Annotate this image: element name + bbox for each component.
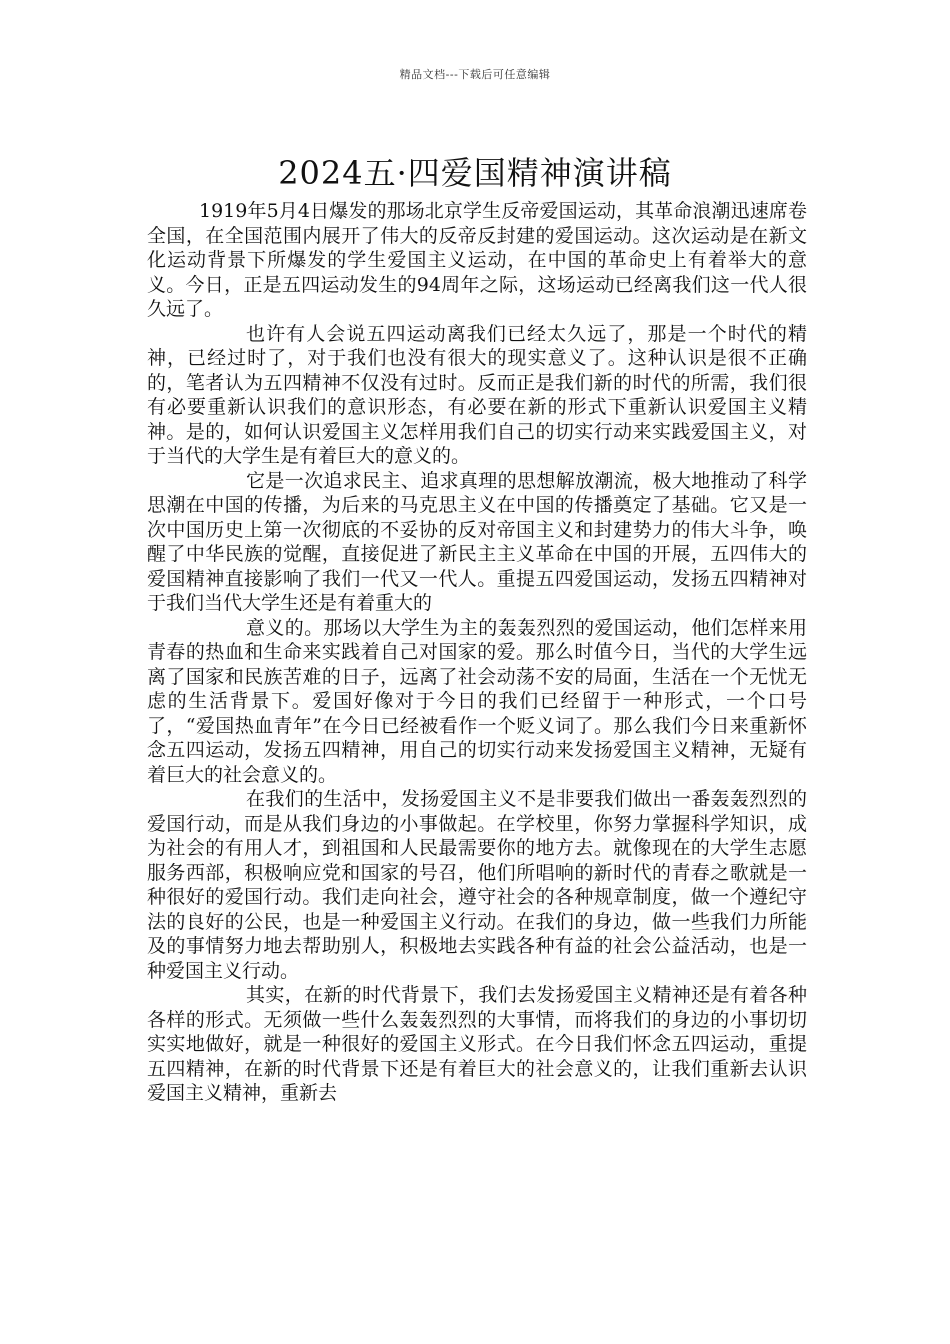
document-title: 2024五·四爱国精神演讲稿 bbox=[278, 154, 672, 193]
paragraph-6: 其实，在新的时代背景下，我们去发扬爱国主义精神还是有着各种各样的形式。无须做一些什么轰轰烈烈的大事情，而将我们的身边的小事切切实实地做好，就是一种很好的爱国主义形式。在今日我们怀念五四运动，重提五四精神，在新的时代背景下还是有着巨大的社会意义的，让我们重新去认识爱国主义精神，重新去 bbox=[147, 984, 807, 1104]
page-header: 精品文档---下载后可任意编辑 bbox=[399, 68, 551, 81]
paragraph-2: 也许有人会说五四运动离我们已经太久远了，那是一个时代的精神，已经过时了，对于我们也没有很大的现实意义了。这种认识是很不正确的，笔者认为五四精神不仅没有过时。反而正是我们新的时代的所需，我们很有必要重新认识我们的意识形态，有必要在新的形式下重新认识爱国主义精神。是的，如何认识爱国主义怎样用我们自己的切实行动来实践爱国主义，对于当代的大学生是有着巨大的意义的。 bbox=[147, 322, 807, 467]
document-body bbox=[147, 199, 807, 1106]
paragraph-3: 它是一次追求民主、追求真理的思想解放潮流，极大地推动了科学思潮在中国的传播，为后来的马克思主义在中国的传播奠定了基础。它又是一次中国历史上第一次彻底的不妥协的反对帝国主义和封建势力的伟大斗争，唤醒了中华民族的觉醒，直接促进了新民主主义革命在中国的开展，五四伟大的爱国精神直接影响了我们一代又一代人。重提五四爱国运动，发扬五四精神对于我们当代大学生还是有着重大的 bbox=[147, 469, 807, 614]
paragraph-4: 意义的。那场以大学生为主的轰轰烈烈的爱国运动，他们怎样来用青春的热血和生命来实践着自己对国家的爱。那么时值今日，当代的大学生远离了国家和民族苦难的日子，远离了社会动荡不安的局面，生活在一个无忧无虑的生活背景下。爱国好像对于今日的我们已经留于一种形式，一个口号了，“爱国热血青年”在今日已经被看作一个贬义词了。那么我们今日来重新怀念五四运动，发扬五四精神，用自己的切实行动来发扬爱国主义精神，无疑有着巨大的社会意义的。 bbox=[147, 616, 807, 786]
paragraph-5: 在我们的生活中，发扬爱国主义不是非要我们做出一番轰轰烈烈的爱国行动，而是从我们身边的小事做起。在学校里，你努力掌握科学知识，成为社会的有用人才，到祖国和人民最需要你的地方去。就像现在的大学生志愿服务西部，积极响应党和国家的号召，他们所唱响的新时代的青春之歌就是一种很好的爱国行动。我们走向社会，遵守社会的各种规章制度，做一个遵纪守法的良好的公民，也是一种爱国主义行动。在我们的身边，做一些我们力所能及的事情努力地去帮助别人，积极地去实践各种有益的社会公益活动，也是一种爱国主义行动。 bbox=[147, 788, 807, 982]
paragraph-1: 1919年5月4日爆发的那场北京学生反帝爱国运动，其革命浪潮迅速席卷全国，在全国范围内展开了伟大的反帝反封建的爱国运动。这次运动是在新文化运动背景下所爆发的学生爱国主义运动，在中国的革命史上有着举大的意义。今日，正是五四运动发生的94周年之际，这场运动已经离我们这一代人很久远了。 bbox=[147, 200, 807, 320]
